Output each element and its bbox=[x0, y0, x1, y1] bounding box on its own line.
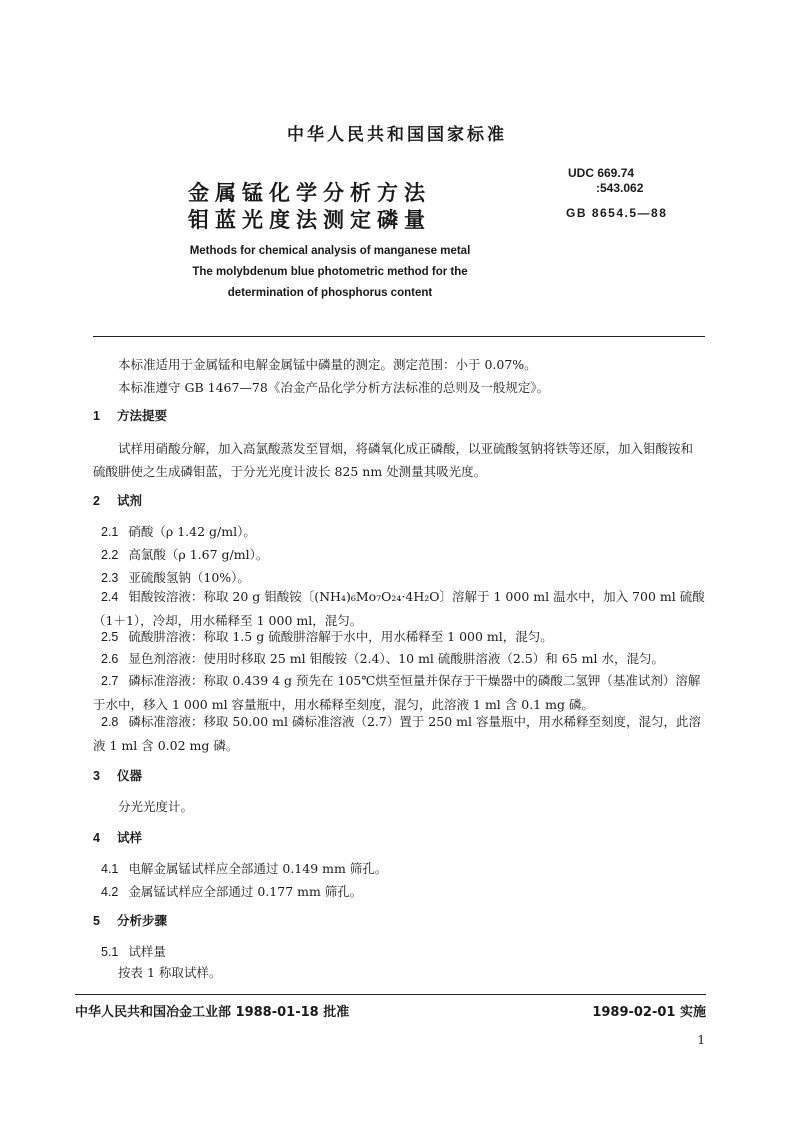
section-1-text: 试样用硝酸分解，加入高氯酸蒸发至冒烟，将磷氧化成正磷酸，以亚硫酸氢钠将铁等还原，加入钼酸铵和硫酸肼使之生成磷钼蓝，于分光光度计波长 825 nm 处测量其吸光度。 bbox=[93, 441, 694, 479]
reagent-item bbox=[93, 647, 705, 671]
section-number: 5 bbox=[93, 914, 100, 928]
document-title-line-1: 金属锰化学分析方法 bbox=[188, 181, 431, 205]
item-number: 2.4 bbox=[101, 590, 119, 604]
item-text: 试样量 bbox=[128, 944, 166, 959]
english-title-line-3: determination of phosphorus content bbox=[227, 287, 433, 299]
udc-code-continued: :543.062 bbox=[596, 181, 644, 195]
reagent-item bbox=[93, 669, 705, 716]
approval-line: 中华人民共和国冶金工业部 1988-01-18 批准 bbox=[75, 1005, 350, 1020]
section-3-text: 分光光度计。 bbox=[118, 799, 194, 814]
item-number: 2.3 bbox=[101, 571, 119, 585]
implementation-date: 1989-02-01 实施 bbox=[592, 1005, 706, 1020]
item-number: 5.1 bbox=[101, 945, 119, 959]
udc-code: UDC 669.74 bbox=[568, 166, 635, 180]
sample-item bbox=[93, 880, 705, 904]
section-3-heading bbox=[93, 766, 142, 784]
item-number: 4.2 bbox=[101, 885, 119, 899]
section-title: 仪器 bbox=[117, 769, 143, 783]
item-number: 2.6 bbox=[101, 652, 119, 666]
intro-compliance: 本标准遵守 GB 1467—78《冶金产品化学分析方法标准的总则及一般规定》。 bbox=[118, 380, 550, 395]
section-1-heading bbox=[93, 406, 167, 424]
item-text: 电解金属锰试样应全部通过 0.149 mm 筛孔。 bbox=[128, 861, 388, 876]
section-title: 试剂 bbox=[117, 494, 143, 508]
section-4-heading bbox=[93, 828, 142, 846]
item-text: 磷标准溶液：移取 50.00 ml 磷标准溶液（2.7）置于 250 ml 容量瓶中，用水稀释至刻度，混匀，此溶液 1 ml 含 0.02 mg 磷。 bbox=[93, 714, 701, 753]
sample-item bbox=[93, 857, 705, 881]
section-number: 4 bbox=[93, 831, 100, 845]
section-2-heading bbox=[93, 491, 142, 509]
item-text: 金属锰试样应全部通过 0.177 mm 筛孔。 bbox=[128, 884, 363, 899]
section-5-heading bbox=[93, 911, 167, 929]
item-number: 4.1 bbox=[101, 862, 119, 876]
item-number: 2.8 bbox=[101, 715, 119, 729]
item-text: 显色剂溶液：使用时移取 25 ml 钼酸铵（2.4）、10 ml 硫酸肼溶液（2.5）和 65 ml 水，混匀。 bbox=[128, 651, 664, 666]
item-number: 2.2 bbox=[101, 548, 119, 562]
document-title-line-2: 钼蓝光度法测定磷量 bbox=[188, 208, 431, 232]
item-number: 2.7 bbox=[101, 674, 119, 688]
item-number: 2.5 bbox=[101, 630, 119, 644]
section-number: 3 bbox=[93, 769, 100, 783]
intro-scope: 本标准适用于金属锰和电解金属锰中磷量的测定。测定范围：小于 0.07%。 bbox=[118, 357, 537, 372]
item-text: 硫酸肼溶液：称取 1.5 g 硫酸肼溶解于水中，用水稀释至 1 000 ml，混匀。 bbox=[128, 629, 553, 644]
section-title: 分析步骤 bbox=[117, 914, 168, 928]
section-title: 试样 bbox=[117, 831, 143, 845]
item-text: 钼酸铵溶液：称取 20 g 钼酸铵〔(NH₄)₆Mo₇O₂₄·4H₂O〕溶解于 1 000 ml 温水中，加入 700 ml 硫酸（1＋1），冷却，用水稀释至 1 000 ml，混匀。 bbox=[93, 589, 705, 628]
english-title-line-2: The molybdenum blue photometric method for the bbox=[192, 266, 468, 278]
footer-divider bbox=[75, 994, 706, 995]
national-standard-heading: 中华人民共和国国家标准 bbox=[287, 125, 507, 145]
page-number: 1 bbox=[697, 1033, 705, 1047]
section-number: 1 bbox=[93, 409, 100, 423]
section-title: 方法提要 bbox=[117, 409, 168, 423]
section-5-text: 按表 1 称取试样。 bbox=[118, 965, 222, 980]
item-number: 2.1 bbox=[101, 525, 119, 539]
reagent-item bbox=[93, 543, 705, 567]
item-text: 磷标准溶液：称取 0.439 4 g 预先在 105℃烘至恒量并保存于干燥器中的磷酸二氢钾（基准试剂）溶解于水中，移入 1 000 ml 容量瓶中，用水稀释至刻度，混匀，此溶液 1 ml 含 0.1 mg 磷。 bbox=[93, 673, 701, 712]
item-text: 高氯酸（ρ 1.67 g/ml）。 bbox=[128, 547, 269, 562]
item-text: 亚硫酸氢钠（10%）。 bbox=[128, 570, 250, 585]
reagent-item bbox=[93, 625, 705, 649]
english-title-line-1: Methods for chemical analysis of manganese metal bbox=[189, 245, 471, 257]
header-divider bbox=[93, 336, 705, 337]
section-number: 2 bbox=[93, 494, 100, 508]
reagent-item bbox=[93, 520, 705, 544]
reagent-item bbox=[93, 710, 705, 757]
gb-standard-number: GB 8654.5—88 bbox=[566, 206, 668, 220]
item-text: 硝酸（ρ 1.42 g/ml）。 bbox=[128, 524, 256, 539]
